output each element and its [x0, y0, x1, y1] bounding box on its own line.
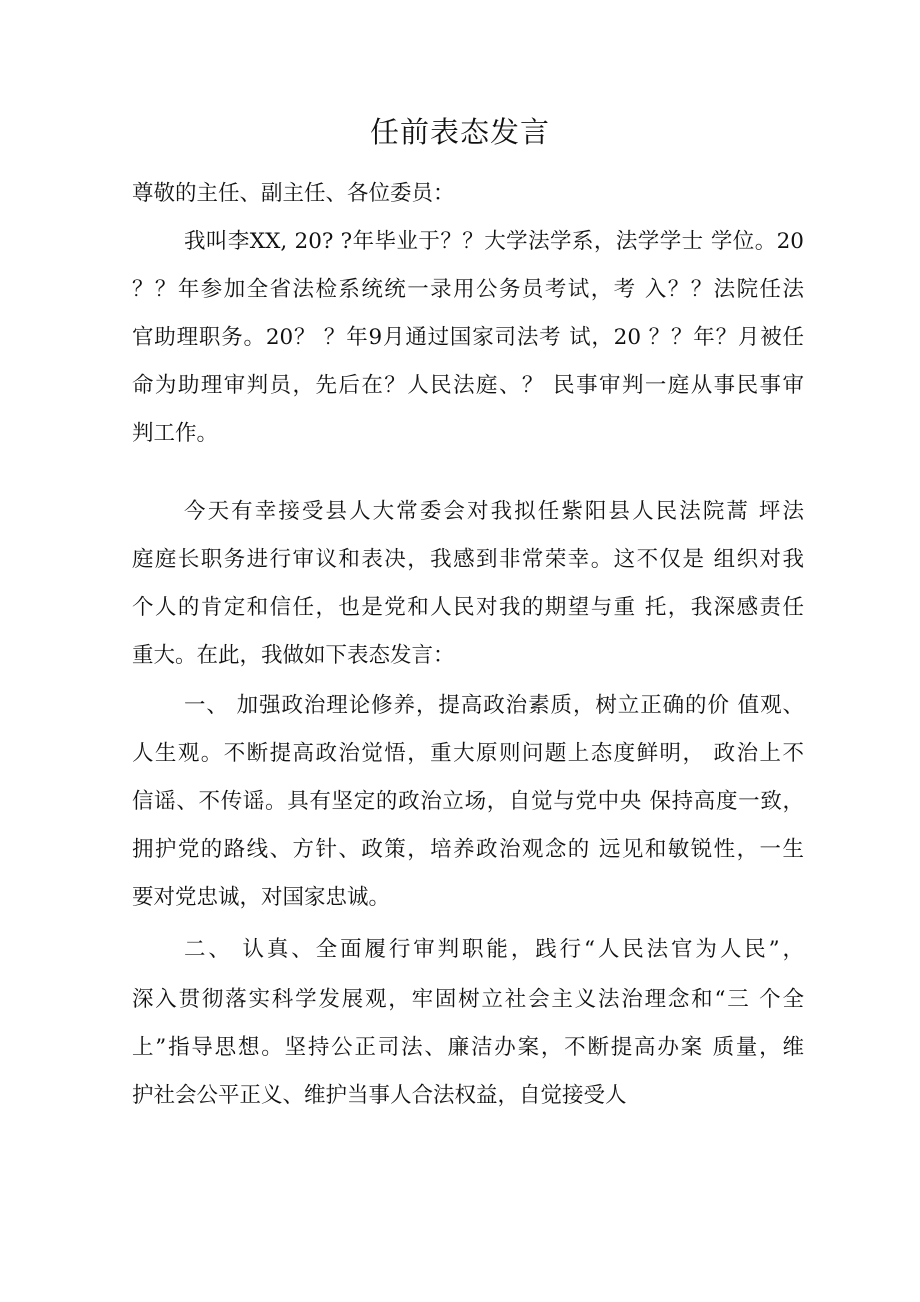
paragraph-1-line-4: 命为助理审判员，先后在？人民法庭、？ 民事审判一庭从事民事审	[132, 373, 804, 398]
paragraph-3-line-3: 信谣、不传谣。具有坚定的政治立场，自觉与党中央 保持高度一致，	[132, 789, 804, 814]
paragraph-4-line-4: 护社会公平正义、维护当事人合法权益，自觉接受人	[132, 1083, 627, 1108]
paragraph-3-line-2: 人生观。不断提高政治觉悟，重大原则问题上态度鲜明， 政治上不	[132, 741, 804, 766]
paragraph-4-line-2: 深入贯彻落实科学发展观，牢固树立社会主义法治理念和“三 个全	[132, 987, 804, 1012]
paragraph-3-line-4: 拥护党的路线、方针、政策，培养政治观念的 远见和敏锐性，一生	[132, 837, 804, 862]
paragraph-1-line-3: 官助理职务。20？ ？年9月通过国家司法考 试，20 ？？年？月被任	[132, 325, 804, 350]
document-title: 任前表态发言	[369, 115, 550, 149]
paragraph-1-line-5: 判工作。	[132, 421, 219, 446]
paragraph-1-line-1: 我叫李XX, 20? ?年毕业于？？大学法学系，法学学士 学位。20	[184, 229, 804, 254]
paragraph-4-line-1: 二、 认真、全面履行审判职能，践行“人民法官为人民”，	[184, 937, 804, 962]
paragraph-2-line-2: 庭庭长职务进行审议和表决，我感到非常荣幸。这不仅是 组织对我	[132, 547, 804, 572]
paragraph-2-line-1: 今天有幸接受县人大常委会对我拟任紫阳县人民法院蒿 坪法	[184, 499, 804, 524]
paragraph-3-line-5: 要对党忠诚，对国家忠诚。	[132, 885, 391, 910]
paragraph-2-line-3: 个人的肯定和信任，也是党和人民对我的期望与重 托，我深感责任	[132, 595, 804, 620]
paragraph-1-line-2: ？？年参加全省法检系统统一录用公务员考试，考 入？？法院任法	[132, 277, 804, 302]
paragraph-2-line-4: 重大。在此，我做如下表态发言：	[132, 643, 455, 668]
paragraph-4-line-3: 上”指导思想。坚持公正司法、廉洁办案，不断提高办案 质量，维	[132, 1035, 804, 1060]
paragraph-3-line-1: 一、 加强政治理论修养，提高政治素质，树立正确的价 值观、	[184, 693, 804, 718]
salutation-line: 尊敬的主任、副主任、各位委员：	[132, 181, 455, 206]
